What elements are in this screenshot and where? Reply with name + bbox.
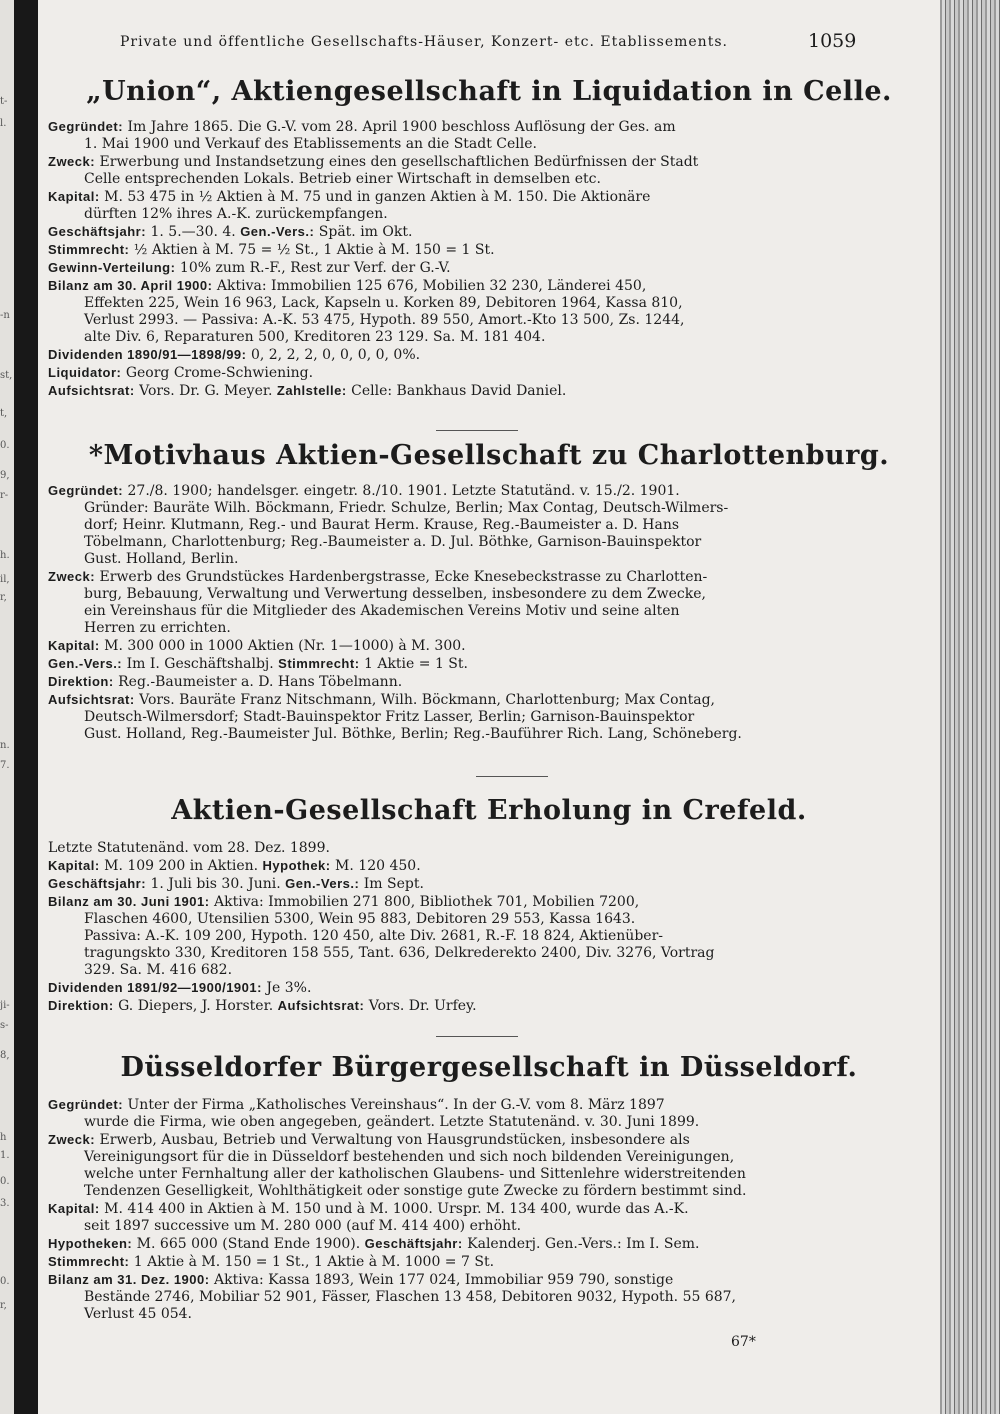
entry-line — [50, 1306, 866, 1323]
field-label: Zweck: — [48, 569, 96, 584]
entry-line — [50, 875, 866, 893]
margin-fragment: 1. — [0, 1150, 10, 1161]
entry-line — [50, 259, 866, 277]
field-text: ein Vereinshaus für die Mitglieder des Akademischen Vereins Motiv und seine alten — [84, 603, 680, 619]
field-text: Verlust 2993. — Passiva: A.-K. 53 475, Hypoth. 89 550, Amort.-Kto 13 500, Zs. 1244, — [84, 312, 685, 328]
field-text: 1 Aktie = 1 St. — [359, 656, 468, 672]
field-text: Flaschen 4600, Utensilien 5300, Wein 95 883, Debitoren 29 553, Kassa 1643. — [84, 911, 636, 927]
field-label: Geschäftsjahr: — [364, 1236, 463, 1251]
entry-line — [50, 1114, 866, 1131]
field-text: Spät. im Okt. — [314, 224, 413, 240]
entry-line — [50, 857, 866, 875]
entry-line — [50, 551, 866, 568]
entry-line — [50, 620, 866, 637]
entry-line — [50, 329, 866, 346]
entry-line — [50, 206, 866, 223]
field-label: Gewinn-Verteilung: — [48, 260, 176, 275]
field-text: M. 109 200 in Aktien. — [99, 858, 263, 874]
entry-line — [50, 118, 866, 136]
entry-line — [50, 1131, 866, 1149]
field-text: Georg Crome-Schwiening. — [121, 365, 314, 381]
field-text: Letzte Statutenänd. vom 28. Dez. 1899. — [48, 840, 330, 856]
field-label: Kapital: — [48, 858, 100, 873]
field-label: Aufsichtsrat: — [277, 998, 365, 1013]
field-text: alte Div. 6, Reparaturen 500, Kreditoren 23 129. Sa. M. 181 404. — [84, 329, 546, 345]
entry-line — [50, 1183, 866, 1200]
entry-line — [50, 911, 866, 928]
field-label: Hypothek: — [262, 858, 331, 873]
entry-line — [50, 1271, 866, 1289]
field-label: Direktion: — [48, 998, 114, 1013]
field-text: G. Diepers, J. Horster. — [113, 998, 278, 1014]
field-text: Gust. Holland, Reg.-Baumeister Jul. Böthke, Berlin; Reg.-Bauführer Rich. Lang, Schöneberg. — [84, 726, 742, 742]
divider — [476, 776, 548, 777]
entry-line — [50, 277, 866, 295]
field-text: Vors. Bauräte Franz Nitschmann, Wilh. Böckmann, Charlottenburg; Max Contag, — [134, 692, 715, 708]
field-text: Im Sept. — [359, 876, 424, 892]
field-label: Gen.-Vers.: — [240, 224, 315, 239]
field-text: Bestände 2746, Mobiliar 52 901, Fässer, Flaschen 13 458, Debitoren 9032, Hypoth. 55 687, — [84, 1289, 737, 1305]
field-label: Kapital: — [48, 638, 100, 653]
document-page — [38, 0, 940, 1414]
section-body-erholung — [50, 840, 866, 1015]
field-label: Zahlstelle: — [276, 383, 347, 398]
margin-fragment: n. — [0, 740, 10, 751]
field-label: Gen.-Vers.: — [48, 656, 123, 671]
field-text: Erwerb, Ausbau, Betrieb und Verwaltung von Hausgrundstücken, insbesondere als — [95, 1132, 690, 1148]
entry-line — [50, 241, 866, 259]
field-text: Passiva: A.-K. 109 200, Hypoth. 120 450, alte Div. 2681, R.-F. 18 824, Aktienüber- — [84, 928, 663, 944]
divider — [436, 1036, 518, 1037]
section-title-duesseldorf: Düsseldorfer Bürgergesellschaft in Düsseldorf. — [120, 1052, 858, 1083]
field-text: Töbelmann, Charlottenburg; Reg.-Baumeister a. D. Jul. Böthke, Garnison-Bauinspektor — [84, 534, 702, 550]
section-body-duesseldorf — [50, 1096, 866, 1323]
entry-line — [50, 534, 866, 551]
field-label: Bilanz am 30. April 1900: — [48, 278, 213, 293]
field-text: Celle entsprechenden Lokals. Betrieb einer Wirtschaft in demselben etc. — [84, 171, 601, 187]
entry-line — [50, 979, 866, 997]
field-label: Geschäftsjahr: — [48, 876, 147, 891]
page-number: 1059 — [808, 30, 857, 52]
entry-line — [50, 346, 866, 364]
field-label: Bilanz am 30. Juni 1901: — [48, 894, 210, 909]
margin-fragment: r- — [0, 490, 9, 501]
margin-fragment: t- — [0, 96, 8, 107]
right-page-edge — [940, 0, 1000, 1414]
entry-line — [50, 568, 866, 586]
divider — [436, 430, 518, 431]
field-text: welche unter Fernhaltung aller der katholischen Glaubens- und Sittenlehre widerstreitenden — [84, 1166, 746, 1182]
field-label: Geschäftsjahr: — [48, 224, 147, 239]
margin-fragment: h. — [0, 550, 10, 561]
field-text: Kalenderj. Gen.-Vers.: Im I. Sem. — [462, 1236, 700, 1252]
field-label: Gegründet: — [48, 119, 124, 134]
field-label: Aufsichtsrat: — [48, 383, 135, 398]
field-text: Aktiva: Immobilien 125 676, Mobilien 32 230, Länderei 450, — [212, 278, 647, 294]
section-title-union: „Union“, Aktiengesellschaft in Liquidation in Celle. — [86, 76, 892, 107]
entry-line — [50, 1149, 866, 1166]
field-text: dürften 12% ihres A.-K. zurückempfangen. — [84, 206, 388, 222]
entry-line — [50, 928, 866, 945]
margin-fragment: h — [0, 1132, 7, 1143]
binding-shadow — [14, 0, 38, 1414]
field-text: Erwerb des Grundstückes Hardenbergstrasse, Ecke Knesebeckstrasse zu Charlotten- — [95, 569, 708, 585]
field-text: Vors. Dr. Urfey. — [364, 998, 477, 1014]
entry-line — [50, 1235, 866, 1253]
field-label: Stimmrecht: — [48, 1254, 130, 1269]
entry-line — [50, 364, 866, 382]
entry-line — [50, 517, 866, 534]
field-label: Kapital: — [48, 1201, 100, 1216]
entry-line — [50, 691, 866, 709]
entry-line — [50, 655, 866, 673]
field-text: M. 300 000 in 1000 Aktien (Nr. 1—1000) à M. 300. — [99, 638, 466, 654]
field-text: Gust. Holland, Berlin. — [84, 551, 239, 567]
margin-fragment: s- — [0, 1020, 9, 1031]
margin-fragment: 0. — [0, 1176, 10, 1187]
field-label: Gegründet: — [48, 483, 124, 498]
field-text: Je 3%. — [261, 980, 312, 996]
margin-fragment: 3. — [0, 1198, 10, 1209]
field-text: M. 665 000 (Stand Ende 1900). — [132, 1236, 365, 1252]
field-text: Aktiva: Kassa 1893, Wein 177 024, Immobiliar 959 790, sonstige — [209, 1272, 674, 1288]
margin-fragment: ji- — [0, 1000, 10, 1011]
field-text: M. 414 400 in Aktien à M. 150 und à M. 1000. Urspr. M. 134 400, wurde das A.-K. — [99, 1201, 689, 1217]
field-text: Herren zu errichten. — [84, 620, 231, 636]
field-text: ½ Aktien à M. 75 = ½ St., 1 Aktie à M. 150 = 1 St. — [129, 242, 495, 258]
field-label: Dividenden 1890/91—1898/99: — [48, 347, 247, 362]
field-text: 10% zum R.-F., Rest zur Verf. der G.-V. — [175, 260, 451, 276]
field-text: 27./8. 1900; handelsger. eingetr. 8./10. 1901. Letzte Statutänd. v. 15./2. 1901. — [123, 483, 680, 499]
section-body-union — [50, 118, 866, 400]
entry-line — [50, 709, 866, 726]
field-label: Gegründet: — [48, 1097, 124, 1112]
field-text: 329. Sa. M. 416 682. — [84, 962, 233, 978]
field-label: Zweck: — [48, 1132, 96, 1147]
field-text: Celle: Bankhaus David Daniel. — [346, 383, 567, 399]
entry-line — [50, 893, 866, 911]
entry-line — [50, 1253, 866, 1271]
margin-fragment: 8, — [0, 1050, 10, 1061]
field-text: wurde die Firma, wie oben angegeben, geändert. Letzte Statutenänd. v. 30. Juni 1899. — [84, 1114, 700, 1130]
entry-line — [50, 1218, 866, 1235]
field-text: M. 53 475 in ½ Aktien à M. 75 und in ganzen Aktien à M. 150. Die Aktionäre — [99, 189, 651, 205]
section-title-erholung: Aktien-Gesellschaft Erholung in Crefeld. — [171, 795, 807, 826]
entry-line — [50, 1096, 866, 1114]
margin-fragment: il, — [0, 574, 10, 585]
field-label: Kapital: — [48, 189, 100, 204]
margin-fragment: 7. — [0, 760, 10, 771]
field-text: seit 1897 successive um M. 280 000 (auf M. 414 400) erhöht. — [84, 1218, 522, 1234]
field-label: Stimmrecht: — [48, 242, 130, 257]
margin-fragment: r, — [0, 592, 7, 603]
entry-line — [50, 726, 866, 743]
field-text: Deutsch-Wilmersdorf; Stadt-Bauinspektor Fritz Lasser, Berlin; Garnison-Bauinspektor — [84, 709, 695, 725]
field-text: Im Jahre 1865. Die G.-V. vom 28. April 1900 beschloss Auflösung der Ges. am — [123, 119, 676, 135]
field-label: Aufsichtsrat: — [48, 692, 135, 707]
entry-line — [50, 223, 866, 241]
entry-line — [50, 840, 866, 857]
entry-line — [50, 603, 866, 620]
field-text: 1. Mai 1900 und Verkauf des Etablissements an die Stadt Celle. — [84, 136, 537, 152]
running-header: Private und öffentliche Gesellschafts-Häuser, Konzert- etc. Etablissements. — [120, 34, 728, 50]
entry-line — [50, 1289, 866, 1306]
field-text: Reg.-Baumeister a. D. Hans Töbelmann. — [113, 674, 403, 690]
entry-line — [50, 673, 866, 691]
field-text: Erwerbung und Instandsetzung eines den gesellschaftlichen Bedürfnissen der Stadt — [95, 154, 699, 170]
field-text: Verlust 45 054. — [84, 1306, 192, 1322]
field-label: Liquidator: — [48, 365, 122, 380]
field-text: dorf; Heinr. Klutmann, Reg.- und Baurat Herm. Krause, Reg.-Baumeister a. D. Hans — [84, 517, 680, 533]
field-text: 1. Juli bis 30. Juni. — [146, 876, 286, 892]
field-label: Hypotheken: — [48, 1236, 133, 1251]
field-label: Gen.-Vers.: — [285, 876, 360, 891]
section-title-motivhaus: *Motivhaus Aktien-Gesellschaft zu Charlottenburg. — [88, 440, 890, 471]
field-label: Stimmrecht: — [278, 656, 360, 671]
entry-line — [50, 1200, 866, 1218]
field-text: Aktiva: Immobilien 271 800, Bibliothek 701, Mobilien 7200, — [209, 894, 640, 910]
field-text: Gründer: Bauräte Wilh. Böckmann, Friedr. Schulze, Berlin; Max Contag, Deutsch-Wilmers- — [84, 500, 729, 516]
field-label: Zweck: — [48, 154, 96, 169]
entry-line — [50, 312, 866, 329]
margin-fragment: l. — [0, 118, 7, 129]
entry-line — [50, 637, 866, 655]
margin-fragment: t, — [0, 408, 8, 419]
entry-line — [50, 153, 866, 171]
entry-line — [50, 382, 866, 400]
entry-line — [50, 945, 866, 962]
field-text: Vereinigungsort für die in Düsseldorf bestehenden und sich noch bildenden Vereinigungen, — [84, 1149, 735, 1165]
entry-line — [50, 500, 866, 517]
field-text: burg, Bebauung, Verwaltung und Verwertung desselben, insbesondere zu dem Zwecke, — [84, 586, 706, 602]
entry-line — [50, 586, 866, 603]
field-text: Unter der Firma „Katholisches Vereinshaus“. In der G.-V. vom 8. März 1897 — [123, 1097, 665, 1113]
entry-line — [50, 962, 866, 979]
margin-fragment: st, — [0, 370, 13, 381]
entry-line — [50, 188, 866, 206]
entry-line — [50, 482, 866, 500]
margin-fragment: 0. — [0, 1276, 10, 1287]
entry-line — [50, 1166, 866, 1183]
entry-line — [50, 171, 866, 188]
section-body-motivhaus — [50, 482, 866, 743]
signature-mark: 67* — [731, 1334, 756, 1350]
field-text: Effekten 225, Wein 16 963, Lack, Kapseln u. Korken 89, Debitoren 1964, Kassa 810, — [84, 295, 683, 311]
field-text: 1. 5.—30. 4. — [146, 224, 241, 240]
field-label: Bilanz am 31. Dez. 1900: — [48, 1272, 210, 1287]
field-text: Vors. Dr. G. Meyer. — [134, 383, 277, 399]
margin-fragment: 9, — [0, 470, 10, 481]
field-text: Tendenzen Geselligkeit, Wohlthätigkeit oder sonstige gute Zwecke zu fördern bestimmt sind. — [84, 1183, 747, 1199]
entry-line — [50, 295, 866, 312]
entry-line — [50, 997, 866, 1015]
entry-line — [50, 136, 866, 153]
margin-fragment: -n — [0, 310, 10, 321]
field-label: Direktion: — [48, 674, 114, 689]
field-text: M. 120 450. — [330, 858, 421, 874]
margin-fragment: r, — [0, 1300, 7, 1311]
field-text: 1 Aktie à M. 150 = 1 St., 1 Aktie à M. 1000 = 7 St. — [129, 1254, 495, 1270]
field-text: Im I. Geschäftshalbj. — [122, 656, 279, 672]
field-text: 0, 2, 2, 2, 0, 0, 0, 0, 0%. — [246, 347, 421, 363]
field-text: tragungskto 330, Kreditoren 158 555, Tant. 636, Delkrederekto 2400, Div. 3276, Vortrag — [84, 945, 715, 961]
margin-fragment: 0. — [0, 440, 10, 451]
field-label: Dividenden 1891/92—1900/1901: — [48, 980, 262, 995]
